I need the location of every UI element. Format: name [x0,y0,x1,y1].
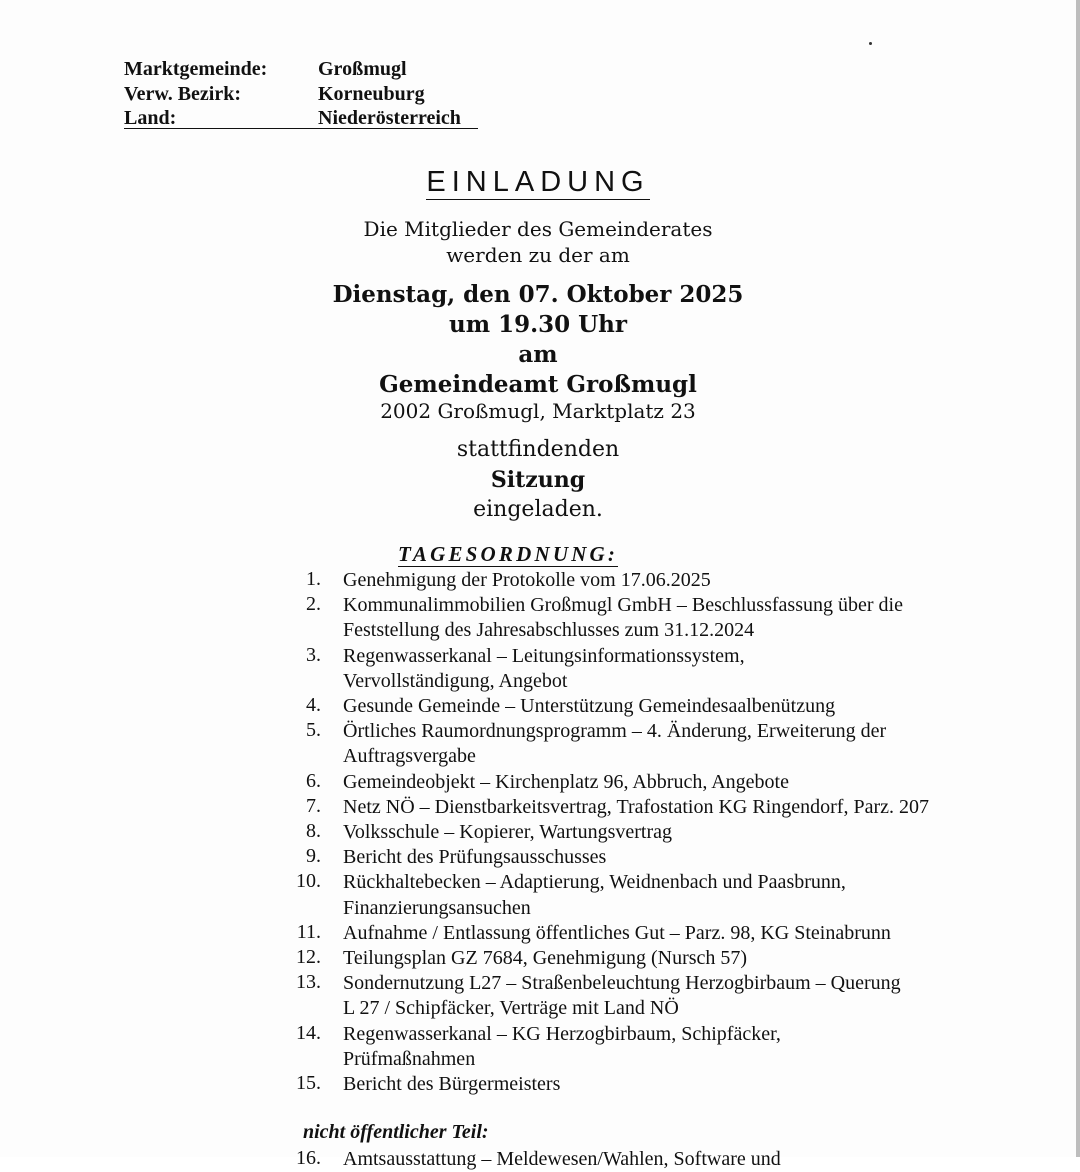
agenda-list [0,568,1076,1097]
agenda-item-number: 8. [306,820,321,843]
intro-line-2: werden zu der am [446,243,630,267]
agenda-item [0,946,1076,971]
agenda-item-number: 9. [306,845,321,868]
agenda-item-text: Gesunde Gemeinde – Unterstützung Gemeindesaalbenützung [343,695,836,718]
agenda-item-number: 12. [296,946,321,969]
agenda-item [0,593,1076,643]
page-edge-shadow [1076,0,1080,1157]
agenda-item [0,921,1076,946]
agenda-item-text: Netz NÖ – Dienstbarkeitsvertrag, Trafostation KG Ringendorf, Parz. 207 [343,795,929,818]
meeting-date: Dienstag, den 07. Oktober 2025 [332,281,744,308]
agenda-item [0,694,1076,719]
agenda-item-number: 15. [296,1072,321,1095]
agenda-item-text: Bericht des Bürgermeisters [343,1073,561,1096]
header-label: Marktgemeinde: [124,58,268,80]
agenda-item-number: 3. [306,643,321,666]
meeting-time: um 19.30 Uhr [449,311,627,338]
agenda-item-text: Amtsausstattung – Meldewesen/Wahlen, Software und [343,1148,781,1170]
page-title-text: EINLADUNG [426,166,650,198]
agenda-item-text: Kommunalimmobilien Großmugl GmbH – Beschlussfassung über die Feststellung des Jahresabschlusses zum 31.12.2024 [343,594,903,642]
agenda-item-text: Regenwasserkanal – Leitungsinformationssystem, Vervollständigung, Angebot [343,644,745,692]
agenda-item [0,1022,1076,1072]
agenda-item-number: 7. [306,794,321,817]
agenda-item [0,845,1076,870]
agenda-item [0,820,1076,845]
agenda-item-number: 2. [306,593,321,616]
agenda-item [0,795,1076,820]
meeting-venue: Gemeindeamt Großmugl [379,371,697,398]
agenda-item [0,870,1076,920]
agenda-item-number: 1. [306,568,321,590]
taking-place-text: stattfindenden [456,437,620,462]
agenda-item [0,971,1076,1021]
agenda-title [398,542,618,567]
agenda-item-text: Regenwasserkanal – KG Herzogbirbaum, Schipfäcker, Prüfmaßnahmen [343,1022,781,1070]
meeting-at: am [518,341,558,368]
agenda-item-number: 6. [306,769,321,792]
invited-text: eingeladen. [473,497,603,522]
agenda-item-text: Volksschule – Kopierer, Wartungsvertrag [343,821,672,844]
agenda-item [0,770,1076,795]
agenda-item-text: Örtliches Raumordnungsprogramm – 4. Änderung, Erweiterung der Auftragsvergabe [343,720,887,768]
agenda-item-text: Gemeindeobjekt – Kirchenplatz 96, Abbruch, Angebote [343,770,789,793]
agenda-item [0,719,1076,769]
header-label: Verw. Bezirk: [124,82,242,105]
agenda-item-text: Sondernutzung L27 – Straßenbeleuchtung Herzogbirbaum – Querung L 27 / Schipfäcker, Verträge mit Land NÖ [343,972,901,1020]
agenda-item-number: 13. [296,971,321,994]
agenda-item-number: 11. [296,920,321,943]
agenda-item-number: 14. [296,1021,321,1044]
agenda-item-text: Rückhaltebecken – Adaptierung, Weidnenbach und Paasbrunn, Finanzierungsansuchen [343,871,846,919]
agenda-item [0,568,1076,593]
scan-speck [869,42,872,45]
session-text: Sitzung [490,467,586,493]
header-value: Korneuburg [318,82,425,105]
agenda-item-number: 10. [296,870,321,893]
intro-line-1: Die Mitglieder des Gemeinderates [363,217,713,241]
page-title [0,166,1076,199]
agenda-item [0,644,1076,694]
agenda-item-text: Bericht des Prüfungsausschusses [343,846,607,869]
header-underline [124,128,478,129]
meeting-address: 2002 Großmugl, Marktplatz 23 [380,399,696,423]
nonpublic-section-label: nicht öffentlicher Teil: [303,1121,489,1143]
agenda-item-cut [0,1147,1076,1172]
agenda-item-number: 5. [306,719,321,742]
header-value: Niederösterreich [318,107,461,129]
agenda-title-text: TAGESORDNUNG: [398,542,619,566]
agenda-item-text: Teilungsplan GZ 7684, Genehmigung (Nursch 57) [343,947,748,970]
agenda-item-text: Genehmigung der Protokolle vom 17.06.2025 [343,569,711,591]
agenda-item [0,1072,1076,1097]
header-label: Land: [124,107,177,129]
agenda-item-number: 4. [306,694,321,717]
agenda-item-number: 16. [296,1147,321,1169]
header-value: Großmugl [318,58,407,80]
agenda-item-text: Aufnahme / Entlassung öffentliches Gut – Parz. 98, KG Steinabrunn [343,921,891,944]
